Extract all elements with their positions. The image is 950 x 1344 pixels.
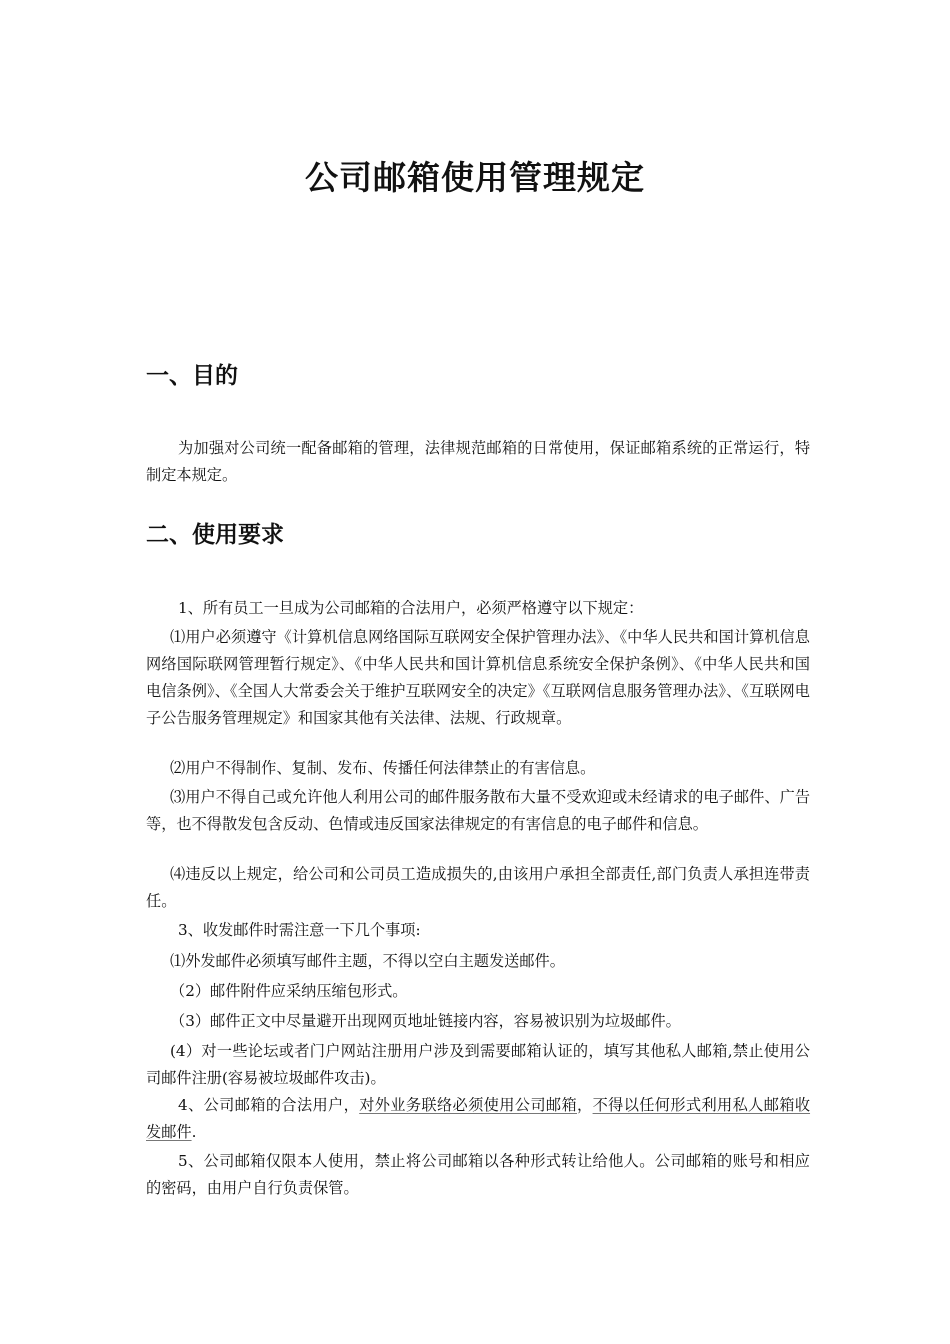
requirement-item-3: 3、收发邮件时需注意一下几个事项: xyxy=(178,921,421,939)
requirement-item-1-1: ⑴用户必须遵守《计算机信息网络国际互联网安全保护管理办法》、《中华人民共和国计算机信息网络国际联网管理暂行规定》、《中华人民共和国计算机信息系统安全保护条例》、《中华人民共和国电信条例》、《全国人大常委会关于维护互联网安全的决定》《互联网信息服务管理办法》、《互联网电子公告服务管理规定》和国家其他有关法律、法规、行政规章。 xyxy=(146,628,810,727)
section-heading-purpose: 一、目的 xyxy=(146,363,238,389)
requirement-item-3-4: (4）对一些论坛或者门户网站注册用户涉及到需要邮箱认证的，填写其他私人邮箱,禁止使用公司邮件注册(容易被垃圾邮件攻击)。 xyxy=(146,1042,810,1087)
requirement-item-3-2: （2）邮件附件应采纳压缩包形式。 xyxy=(170,982,408,1000)
requirement-item-3-3: （3）邮件正文中尽量避开出现网页地址链接内容，容易被识别为垃圾邮件。 xyxy=(170,1012,681,1030)
requirement-item-1-2: ⑵用户不得制作、复制、发布、传播任何法律禁止的有害信息。 xyxy=(170,759,596,777)
item4-text-a: 4、公司邮箱的合法用户， xyxy=(178,1096,360,1114)
requirement-item-1-4: ⑷违反以上规定，给公司和公司员工造成损失的,由该用户承担全部责任,部门负责人承担连带责任。 xyxy=(146,865,810,910)
item4-underlined-a: 对外业务联络必须使用公司邮箱 xyxy=(359,1096,578,1114)
purpose-paragraph: 为加强对公司统一配备邮箱的管理，法律规范邮箱的日常使用，保证邮箱系统的正常运行，特制定本规定。 xyxy=(146,439,810,484)
section-heading-requirements: 二、使用要求 xyxy=(146,522,284,548)
item4-text-c: ， xyxy=(577,1096,593,1114)
requirement-item-5: 5、公司邮箱仅限本人使用，禁止将公司邮箱以各种形式转让给他人。公司邮箱的账号和相应的密码，由用户自行负责保管。 xyxy=(146,1152,810,1197)
requirement-item-4 xyxy=(146,1092,810,1146)
item4-underlined-b: 不得以任何形式利用私人邮箱收发邮件 xyxy=(146,1096,811,1141)
requirement-item-3-1: ⑴外发邮件必须填写邮件主题，不得以空白主题发送邮件。 xyxy=(170,952,565,970)
requirement-item-1: 1、所有员工一旦成为公司邮箱的合法用户，必须严格遵守以下规定： xyxy=(178,599,644,617)
item4-text-e: . xyxy=(191,1123,197,1141)
requirement-item-1-3: ⑶用户不得自己或允许他人利用公司的邮件服务散布大量不受欢迎或未经请求的电子邮件、广告等，也不得散发包含反动、色情或违反国家法律规定的有害信息的电子邮件和信息。 xyxy=(146,788,810,833)
document-title: 公司邮箱使用管理规定 xyxy=(305,158,645,197)
